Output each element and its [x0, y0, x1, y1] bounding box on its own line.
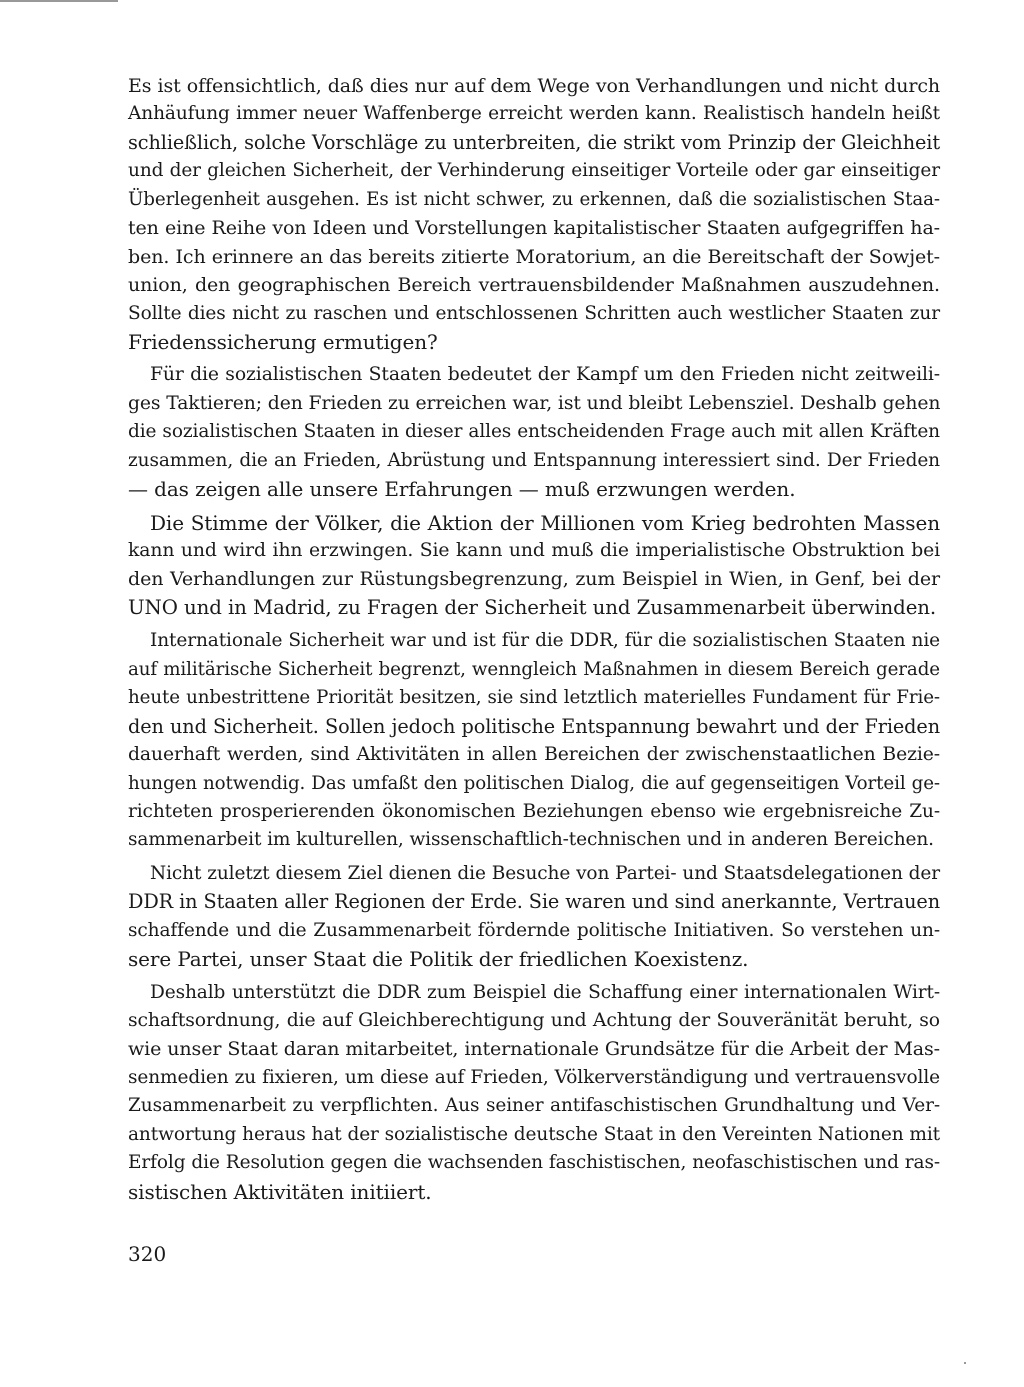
text-line: schaftsordnung, die auf Gleichberechtigung und Achtung der Souveränität beruht, so: [128, 1010, 940, 1031]
text-line: Zusammenarbeit zu verpflichten. Aus seiner antifaschistischen Grundhaltung und Ver-: [128, 1095, 940, 1117]
text-line: Überlegenheit ausgehen. Es ist nicht schwer, zu erkennen, daß die sozialistischen Staa-: [128, 188, 940, 210]
text-line: Es ist offensichtlich, daß dies nur auf dem Wege von Verhandlungen und nicht durch: [128, 75, 940, 97]
text-line: schließlich, solche Vorschläge zu unterbreiten, die strikt vom Prinzip der Gleichheit: [128, 130, 940, 154]
text-line: — das zeigen alle unsere Erfahrungen — muß erzwungen werden.: [128, 477, 796, 502]
body-text: [128, 72, 940, 1206]
text-line: Anhäufung immer neuer Waffenberge erreicht werden kann. Realistisch handeln heißt: [128, 103, 940, 125]
text-line: Sollte dies nicht zu raschen und entschlossenen Schritten auch westlicher Staaten zur: [128, 302, 940, 324]
text-line: Für die sozialistischen Staaten bedeutet der Kampf um den Frieden nicht zeitweili-: [150, 364, 940, 386]
text-line: antwortung heraus hat der sozialistische deutsche Staat in den Vereinten Nationen mit: [128, 1123, 940, 1145]
paragraph-1: [128, 72, 940, 356]
text-line: DDR in Staaten aller Regionen der Erde. Sie waren und sind anerkannte, Vertrauen: [128, 890, 940, 914]
text-line: wie unser Staat daran mitarbeitet, internationale Grundsätze für die Arbeit der Mas-: [128, 1038, 940, 1061]
scan-speck: [964, 1362, 966, 1364]
paragraph-4: [128, 627, 940, 855]
text-line: Friedenssicherung ermutigen?: [128, 329, 438, 354]
text-line: hungen notwendig. Das umfaßt den politischen Dialog, die auf gegenseitigen Vorteil ge-: [128, 772, 940, 794]
page-number: 320: [128, 1242, 167, 1266]
text-line: kann und wird ihn erzwingen. Sie kann und muß die imperialistische Obstruktion bei: [128, 540, 940, 561]
paragraph-2: [128, 361, 940, 503]
text-line: Nicht zuletzt diesem Ziel dienen die Besuche von Partei- und Staatsdelegationen der: [150, 862, 940, 884]
text-line: Die Stimme der Völker, die Aktion der Millionen vom Krieg bedrohten Massen: [150, 510, 940, 535]
text-line: Internationale Sicherheit war und ist für die DDR, für die sozialistischen Staaten nie: [150, 630, 940, 652]
text-line: Deshalb unterstützt die DDR zum Beispiel die Schaffung einer internationalen Wirt-: [150, 981, 940, 1003]
text-line: schaffende und die Zusammenarbeit fördernde politische Initiativen. So verstehen un-: [128, 919, 940, 941]
text-line: Erfolg die Resolution gegen die wachsenden faschistischen, neofaschistischen und ras-: [128, 1152, 940, 1174]
text-line: senmedien zu fixieren, um diese auf Frieden, Völkerverständigung und vertrauensvolle: [128, 1066, 940, 1088]
text-line: und der gleichen Sicherheit, der Verhinderung einseitiger Vorteile oder gar einseitiger: [128, 160, 940, 182]
text-line: zusammen, die an Frieden, Abrüstung und Entspannung interessiert sind. Der Frieden: [128, 449, 940, 471]
paragraph-3: [128, 509, 940, 623]
paragraph-5: [128, 860, 940, 974]
text-line: heute unbestrittene Priorität besitzen, sie sind letztlich materielles Fundament für Frie-: [128, 687, 940, 709]
text-line: auf militärische Sicherheit begrenzt, wenngleich Maßnahmen in diesem Bereich gerade: [128, 658, 940, 680]
top-edge-rule: [0, 0, 118, 2]
text-line: union, den geographischen Bereich vertrauensbildender Maßnahmen auszudehnen.: [128, 274, 940, 297]
text-line: ten eine Reihe von Ideen und Vorstellungen kapitalistischer Staaten aufgegriffen ha-: [128, 217, 940, 240]
text-line: den Verhandlungen zur Rüstungsbegrenzung, zum Beispiel in Wien, in Genf, bei der: [128, 568, 940, 591]
text-line: die sozialistischen Staaten in dieser alles entscheidenden Frage auch mit allen Kräften: [128, 421, 940, 443]
text-line: ben. Ich erinnere an das bereits zitierte Moratorium, an die Bereitschaft der Sowjet-: [128, 245, 940, 268]
text-line: den und Sicherheit. Sollen jedoch politische Entspannung bewahrt und der Frieden: [128, 714, 940, 738]
text-line: sere Partei, unser Staat die Politik der friedlichen Koexistenz.: [128, 947, 749, 972]
text-line: sistischen Aktivitäten initiiert.: [128, 1179, 432, 1204]
text-line: ges Taktieren; den Frieden zu erreichen war, ist und bleibt Lebensziel. Deshalb gehen: [128, 392, 941, 414]
text-line: richteten prosperierenden ökonomischen Beziehungen ebenso wie ergebnisreiche Zu-: [128, 800, 940, 822]
text-line: sammenarbeit im kulturellen, wissenschaftlich-technischen und in anderen Bereichen.: [128, 829, 934, 851]
text-line: dauerhaft werden, sind Aktivitäten in allen Bereichen der zwischenstaatlichen Bezie-: [128, 744, 940, 766]
text-line: UNO und in Madrid, zu Fragen der Sicherheit und Zusammenarbeit überwinden.: [128, 595, 937, 619]
paragraph-6: [128, 979, 940, 1207]
